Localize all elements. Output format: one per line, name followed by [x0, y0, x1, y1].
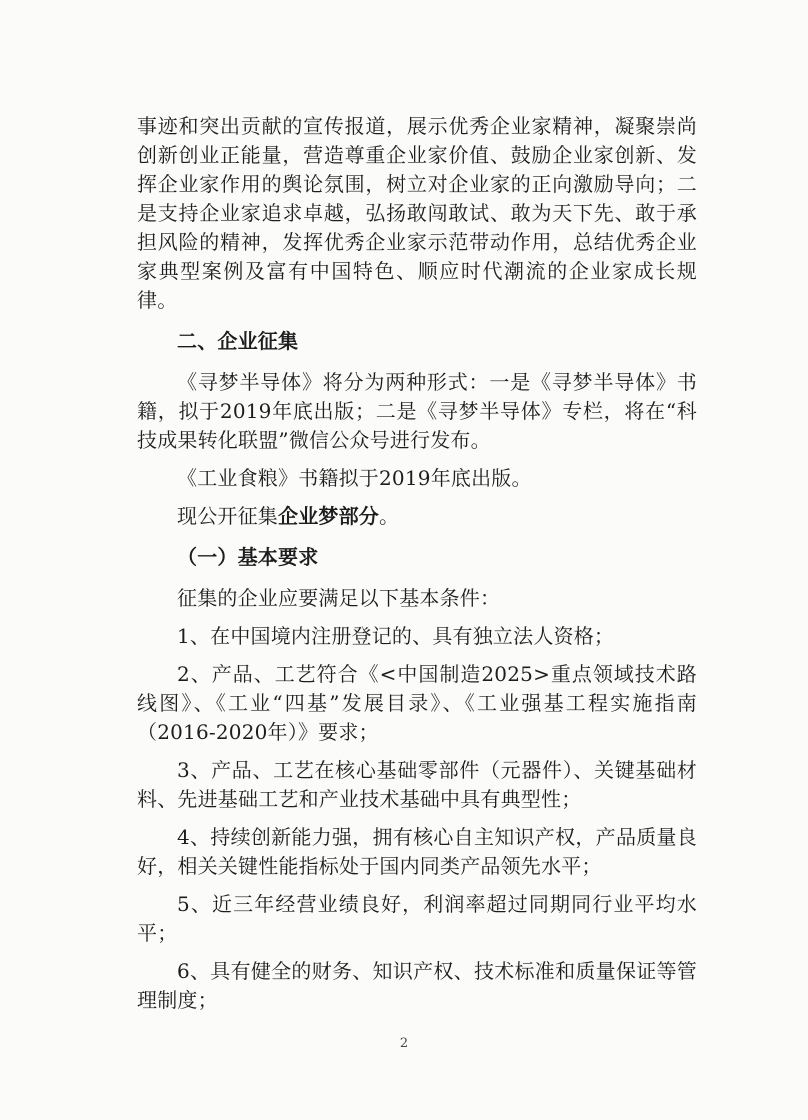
paragraph-2: 《寻梦半导体》将分为两种形式：一是《寻梦半导体》书籍，拟于2019年底出版；二是《寻梦半导体》专栏，将在“科技成果转化联盟”微信公众号进行发布。: [137, 370, 697, 452]
paragraph-3: 《工业食粮》书籍拟于2019年底出版。: [177, 466, 532, 490]
requirements-intro: 征集的企业应要满足以下基本条件：: [177, 586, 501, 610]
requirement-item-2: 2、产品、工艺符合《<中国制造2025>重点领域技术路线图》、《工业“四基”发展目录》、《工业强基工程实施指南（2016-2020年）》要求；: [137, 662, 697, 744]
paragraph-1: 事迹和突出贡献的宣传报道，展示优秀企业家精神，凝聚崇尚创新创业正能量，营造尊重企业家价值、鼓励企业家创新、发挥企业家作用的舆论氛围，树立对企业家的正向激励导向；二是支持企业家追求卓越，弘扬敢闯敢试、敢为天下先、敢于承担风险的精神，发挥优秀企业家示范带动作用，总结优秀企业家典型案例及富有中国特色、顺应时代潮流的企业家成长规律。: [137, 114, 697, 312]
requirement-item-6: 6、具有健全的财务、知识产权、技术标准和质量保证等管理制度；: [137, 959, 697, 1012]
requirement-item-1: 1、在中国境内注册登记的、具有独立法人资格；: [177, 624, 615, 648]
paragraph-4-bold: 企业梦部分: [278, 504, 379, 528]
subsection-1-heading: （一）基本要求: [177, 545, 319, 569]
requirement-item-5: 5、近三年经营业绩良好，利润率超过同期同行业平均水平；: [137, 892, 697, 945]
paragraph-4-prefix: 现公开征集: [177, 504, 278, 528]
paragraph-4: [137, 502, 697, 531]
paragraph-4-suffix: 。: [379, 504, 400, 528]
requirement-item-4: 4、持续创新能力强，拥有核心自主知识产权，产品质量良好，相关关键性能指标处于国内同类产品领先水平；: [137, 825, 697, 878]
section-2-heading: 二、企业征集: [177, 329, 299, 353]
document-body: [137, 112, 697, 1015]
page-number: 2: [399, 1036, 409, 1051]
requirement-item-3: 3、产品、工艺在核心基础零部件（元器件）、关键基础材料、先进基础工艺和产业技术基础中具有典型性；: [137, 758, 697, 811]
